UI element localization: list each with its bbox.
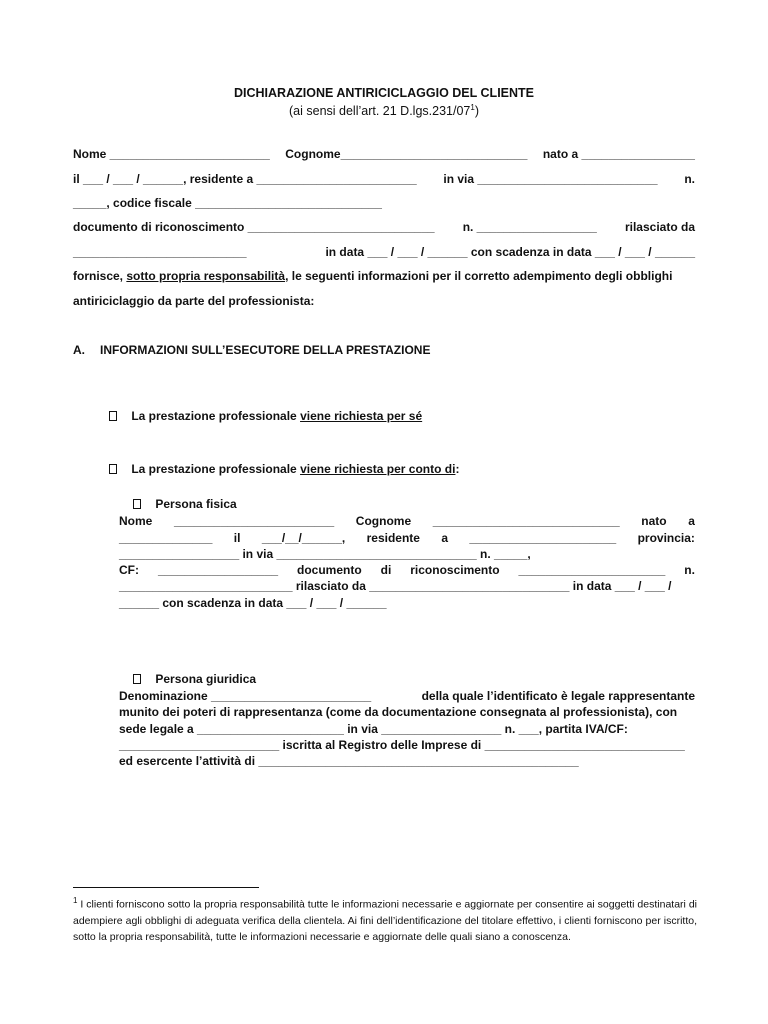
giuridica-row-3: sede legale a ______________________ in via __________________ n. ___, partita IVA/CF: [119, 722, 628, 736]
client-line-7: antiriciclaggio da parte del professionista: [73, 294, 315, 308]
option-per-se[interactable]: La prestazione professionale viene richiesta per sé [96, 392, 422, 440]
fisica-row-3: __________________ in via ______________________________ n. _____, [119, 547, 531, 561]
fisica-row-4: CF: __________________ documento di riconoscimento ______________________ n. [119, 563, 695, 577]
footnote [73, 893, 697, 945]
checkbox-icon[interactable] [109, 464, 117, 474]
client-line-4: documento di riconoscimento ____________________________ n. __________________ rilasciato da [73, 220, 695, 234]
option-persona-giuridica[interactable]: Persona giuridica [120, 655, 256, 703]
fisica-row-2: ______________ il ___/__/______, residente a ______________________ provincia: [119, 531, 695, 545]
option-persona-fisica[interactable]: Persona fisica [120, 480, 237, 528]
checkbox-icon[interactable] [133, 674, 141, 684]
giuridica-row-5: ed esercente l’attività di ________________________________________________ [119, 754, 579, 768]
checkbox-icon[interactable] [109, 411, 117, 421]
fisica-row-6: ______ con scadenza in data ___ / ___ / ______ [119, 596, 387, 610]
document-title: DICHIARAZIONE ANTIRICICLAGGIO DEL CLIENTE [234, 86, 534, 100]
section-a-letter: A. [73, 343, 85, 357]
client-line-5: __________________________ in data ___ / ___ / ______ con scadenza in data ___ / ___ / ______ [73, 245, 695, 259]
document-subtitle: (ai sensi dell’art. 21 $D.\lg s.231/07^1$) [289, 103, 479, 119]
checkbox-icon[interactable] [133, 499, 141, 509]
footnote-mark: 1 [73, 896, 78, 905]
fisica-row-1: Nome ________________________ Cognome ____________________________ nato a [119, 514, 695, 528]
fisica-row-5: __________________________ rilasciato da ______________________________ in data ___ / ___ / [119, 579, 672, 593]
client-line-1: Nome ________________________ Cognome____________________________ nato a _________________ [73, 147, 695, 161]
footnote-ref: 1 [470, 103, 475, 112]
giuridica-row-4: ________________________ iscritta al Registro delle Imprese di ______________________________ [119, 738, 685, 752]
giuridica-row-1: Denominazione ________________________ della quale l’identificato è legale rappresentante [119, 689, 695, 703]
footnote-text: I clienti forniscono sotto la propria responsabilità tutte le informazioni necessarie e aggiornate per consentire ai soggetti destinatari di adempiere agli obblighi di adeguata verifica della clientela. Ai fini dell’identificazione del titolare effettivo, i clienti forniscono per iscritto, sotto la propria responsabilità, tutte le informazioni necessarie e aggiornate delle quali siano a conoscenza. [73, 898, 697, 943]
giuridica-row-2: munito dei poteri di rappresentanza (come da documentazione consegnata al professionista), con [119, 705, 678, 719]
footnote-separator [73, 887, 259, 888]
client-line-6: fornisce, sotto propria responsabilità, le seguenti informazioni per il corretto adempimento degli obblighi [73, 269, 673, 283]
option-per-conto-di[interactable]: La prestazione professionale viene richiesta per conto di: [96, 445, 459, 493]
client-line-2: il ___ / ___ / ______, residente a ________________________ in via ___________________________ n. [73, 172, 695, 186]
client-line-3: _____, codice fiscale ____________________________ [73, 196, 382, 210]
section-a-title: INFORMAZIONI SULL’ESECUTORE DELLA PRESTAZIONE [100, 343, 431, 357]
